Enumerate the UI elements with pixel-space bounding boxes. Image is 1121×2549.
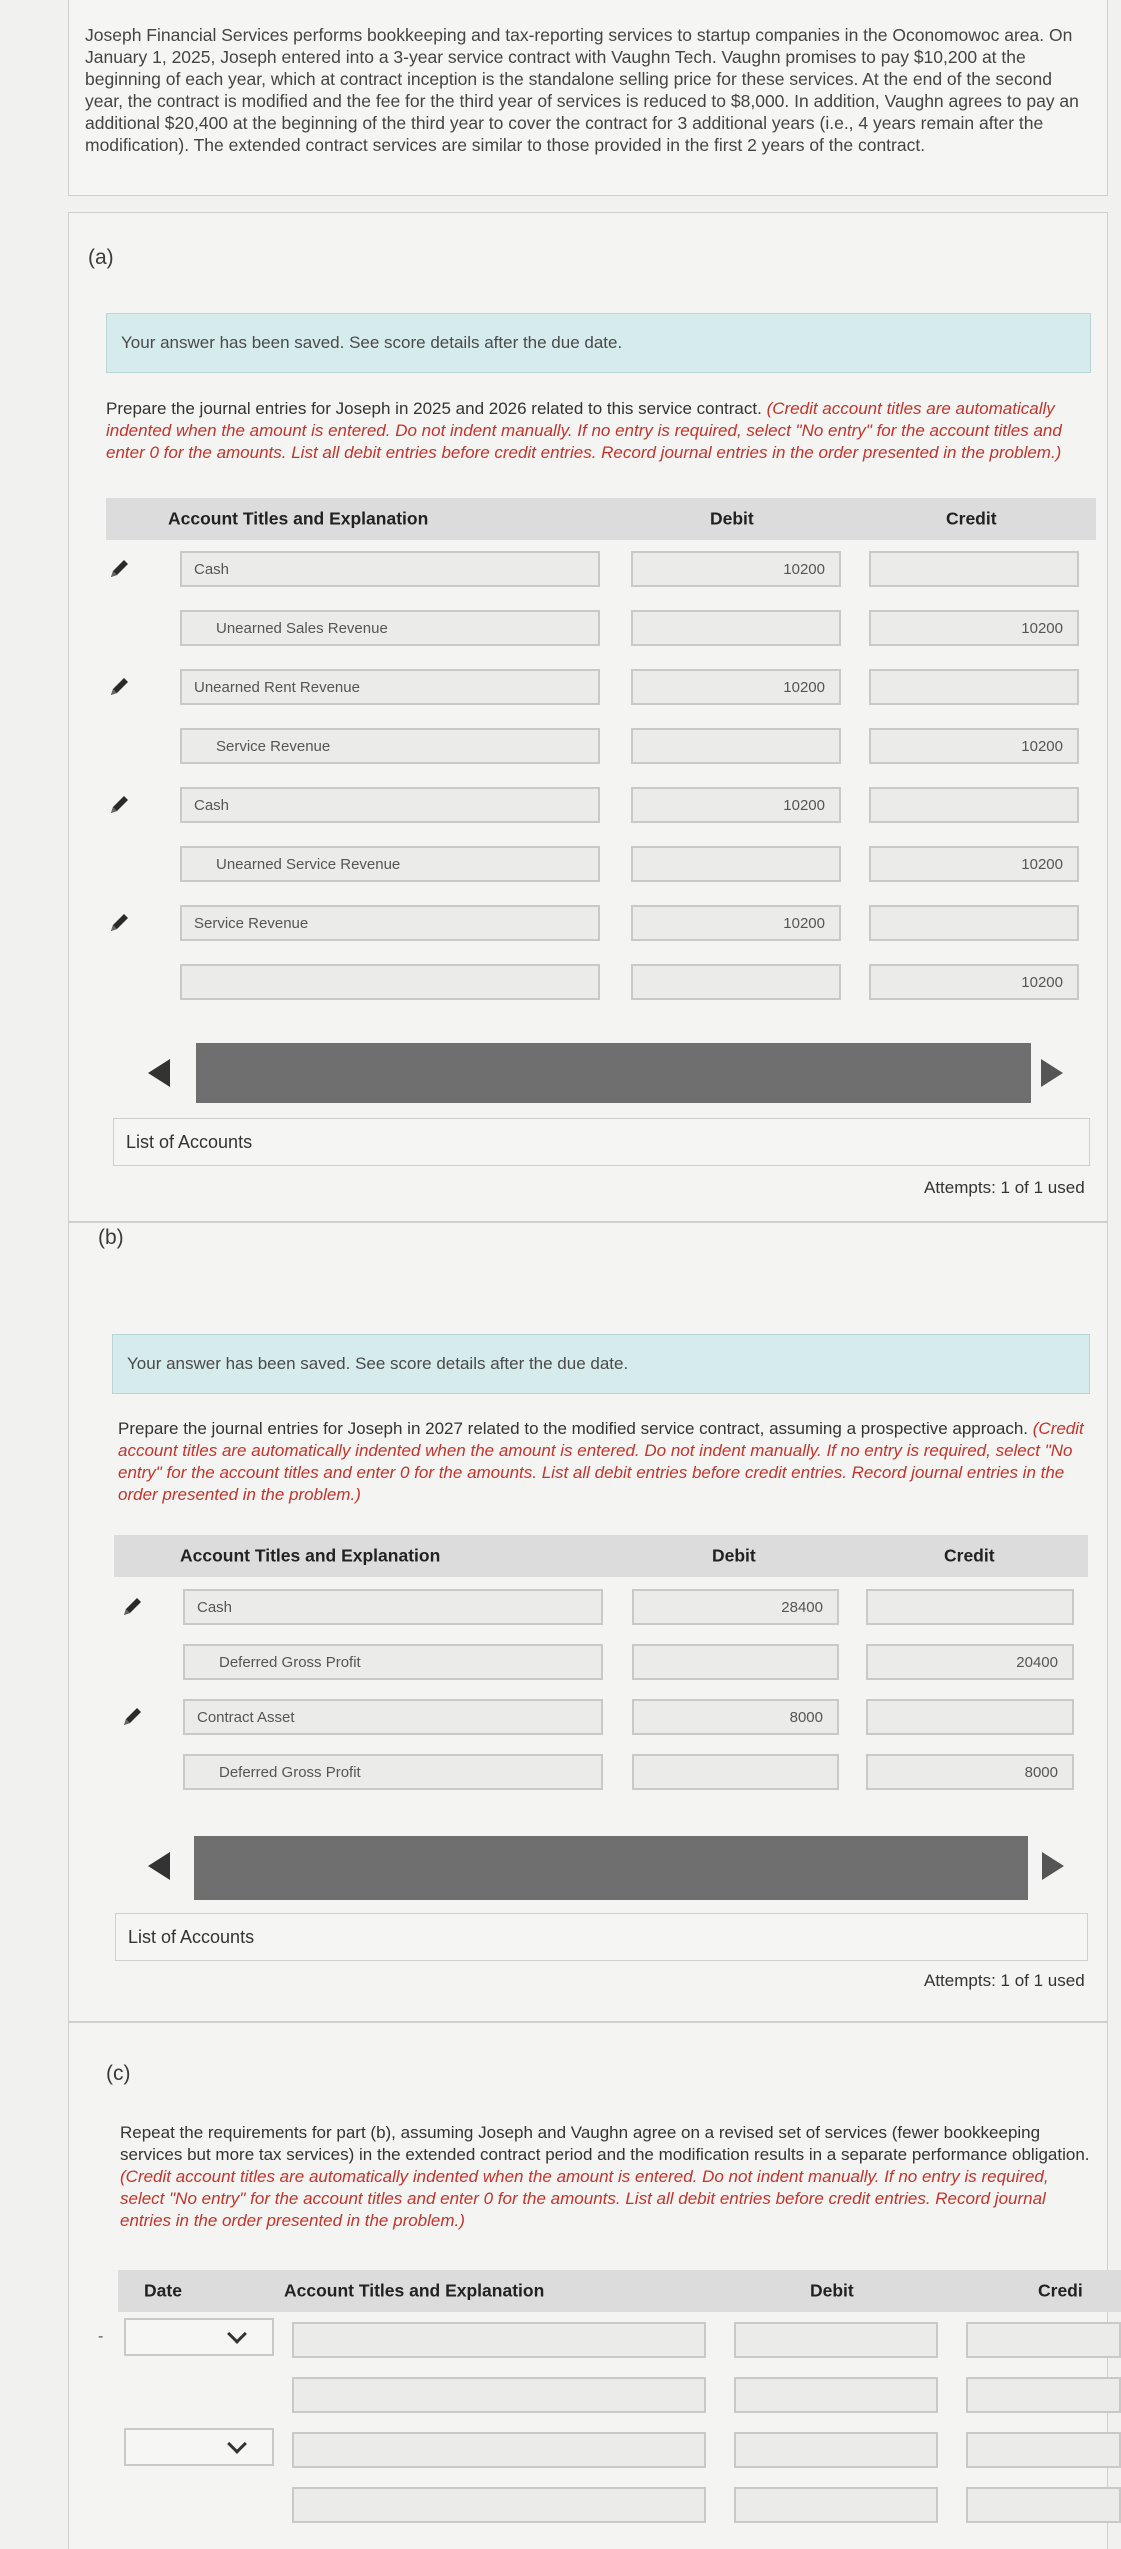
account-input[interactable] [292, 2487, 706, 2523]
saved-message-text: Your answer has been saved. See score details after the due date. [127, 1354, 629, 1373]
credit-input[interactable] [869, 669, 1079, 705]
account-value: Cash [194, 560, 230, 578]
debit-input[interactable] [734, 2322, 938, 2358]
attempts-text: Attempts: 1 of 1 used [924, 1971, 1085, 1990]
header-credit: Credi [1038, 2280, 1083, 2301]
credit-value: 8000 [1024, 1763, 1058, 1781]
account-input[interactable] [183, 1589, 603, 1625]
horizontal-scrollbar[interactable] [196, 1043, 1031, 1103]
header-debit: Debit [712, 1545, 756, 1566]
account-input[interactable] [180, 551, 600, 587]
credit-value: 10200 [1021, 855, 1063, 873]
debit-input[interactable] [631, 669, 841, 705]
debit-input[interactable] [632, 1754, 839, 1790]
debit-input[interactable] [734, 2377, 938, 2413]
instruction-note: (Credit account titles are automatically indented when the amount is entered. Do not indent manually. If no entry is required, select "No entry" for the account titles and enter 0 for the amounts. List all debit entries before credit entries. Record journal entries in the order presented in the problem.) [120, 2167, 1049, 2230]
edit-pencil-icon[interactable] [107, 557, 131, 581]
debit-input[interactable] [631, 787, 841, 823]
credit-value: 20400 [1016, 1653, 1058, 1671]
attempts-counter [924, 1178, 1085, 1198]
instruction-note: (Credit account titles are automatically indented when the amount is entered. Do not indent manually. If no entry is required, select "No entry" for the account titles and enter 0 for the amounts. List all debit entries before credit entries. Record journal entries in the order presented in the problem.) [106, 399, 1062, 462]
header-account: Account Titles and Explanation [180, 1545, 441, 1566]
account-value: Cash [197, 1598, 233, 1616]
attempts-counter [924, 1971, 1085, 1991]
account-value: Deferred Gross Profit [219, 1653, 361, 1671]
part-a-instructions [106, 398, 1096, 464]
credit-input[interactable] [869, 610, 1079, 646]
credit-input[interactable] [869, 551, 1079, 587]
credit-input[interactable] [966, 2322, 1121, 2358]
account-value: Deferred Gross Profit [219, 1763, 361, 1781]
account-input[interactable] [180, 905, 600, 941]
saved-message [106, 313, 1091, 373]
header-credit: Credit [946, 508, 997, 529]
saved-message-text: Your answer has been saved. See score details after the due date. [121, 333, 623, 352]
account-input[interactable] [292, 2377, 706, 2413]
credit-input[interactable] [966, 2432, 1121, 2468]
debit-input[interactable] [631, 846, 841, 882]
debit-input[interactable] [734, 2487, 938, 2523]
debit-value: 10200 [783, 678, 825, 696]
credit-input[interactable] [866, 1754, 1074, 1790]
edit-pencil-icon[interactable] [120, 1705, 144, 1729]
account-input[interactable] [183, 1699, 603, 1735]
date-select[interactable] [124, 2318, 274, 2356]
problem-text: Joseph Financial Services performs bookkeeping and tax-reporting services to startup companies in the Oconomowoc area. On January 1, 2025, Joseph entered into a 3-year service contract with Vaughn Tech. Vaughn promises to pay $10,200 at the beginning of each year, which at contract inception is the standalone selling price for these services. At the end of the second year, the contract is modified and the fee for the third year of services is reduced to $8,000. In addition, Vaughn agrees to pay an additional $20,400 at the beginning of the third year to cover the contract for 3 additional years (i.e., 4 years remain after the modification). The extended contract services are similar to those provided in the first 2 years of the contract. [85, 25, 1079, 155]
credit-input[interactable] [966, 2377, 1121, 2413]
scroll-right-arrow[interactable] [1041, 1059, 1063, 1087]
chevron-down-icon [227, 2324, 247, 2344]
debit-input[interactable] [632, 1589, 839, 1625]
debit-input[interactable] [631, 610, 841, 646]
debit-input[interactable] [631, 551, 841, 587]
part-c-instructions [120, 2122, 1095, 2232]
problem-statement [68, 0, 1108, 196]
account-value: Unearned Sales Revenue [216, 619, 388, 637]
credit-input[interactable] [869, 728, 1079, 764]
debit-input[interactable] [631, 728, 841, 764]
header-date: Date [144, 2280, 182, 2301]
journal-table-header [106, 498, 1096, 540]
date-select[interactable] [124, 2428, 274, 2466]
horizontal-scrollbar[interactable] [194, 1836, 1028, 1900]
journal-table-header [118, 2270, 1121, 2312]
journal-table-header [114, 1535, 1088, 1577]
account-input[interactable] [180, 610, 600, 646]
chevron-down-icon [227, 2434, 247, 2454]
instruction-note: (Credit account titles are automatically indented when the amount is entered. Do not indent manually. If no entry is required, select "No entry" for the account titles and enter 0 for the amounts. List all debit entries before credit entries. Record journal entries in the order presented in the problem.) [118, 1419, 1084, 1504]
debit-value: 10200 [783, 560, 825, 578]
credit-value: 10200 [1021, 619, 1063, 637]
debit-input[interactable] [632, 1644, 839, 1680]
header-credit: Credit [944, 1545, 995, 1566]
credit-input[interactable] [869, 964, 1079, 1000]
account-input[interactable] [180, 846, 600, 882]
debit-value: 10200 [783, 914, 825, 932]
scroll-left-arrow[interactable] [148, 1059, 170, 1087]
account-input[interactable] [183, 1644, 603, 1680]
account-input[interactable] [292, 2432, 706, 2468]
credit-input[interactable] [866, 1699, 1074, 1735]
header-debit: Debit [710, 508, 754, 529]
part-c-label: (c) [106, 2062, 131, 2085]
credit-input[interactable] [869, 846, 1079, 882]
instruction-text: Repeat the requirements for part (b), assuming Joseph and Vaughn agree on a revised set of services (fewer bookkeeping services but more tax services) in the extended contract period and the modification results in a separate performance obligation. [120, 2123, 1090, 2164]
account-input[interactable] [180, 669, 600, 705]
part-a-label: (a) [88, 246, 114, 269]
edit-pencil-icon[interactable] [120, 1595, 144, 1619]
list-of-accounts-link[interactable] [113, 1118, 1090, 1166]
edit-pencil-icon[interactable] [107, 675, 131, 699]
account-value: Contract Asset [197, 1708, 295, 1726]
credit-value: 10200 [1021, 737, 1063, 755]
account-value: Cash [194, 796, 230, 814]
debit-input[interactable] [632, 1699, 839, 1735]
scroll-right-arrow[interactable] [1042, 1852, 1064, 1880]
saved-message [112, 1334, 1090, 1394]
credit-input[interactable] [866, 1589, 1074, 1625]
account-input[interactable] [183, 1754, 603, 1790]
account-value: Service Revenue [194, 914, 309, 932]
credit-input[interactable] [869, 905, 1079, 941]
credit-input[interactable] [869, 787, 1079, 823]
header-debit: Debit [810, 2280, 854, 2301]
account-input[interactable] [180, 964, 600, 1000]
part-b-label: (b) [98, 1226, 124, 1249]
account-value: Service Revenue [216, 737, 331, 755]
instruction-text: Prepare the journal entries for Joseph in 2027 related to the modified service contract, assuming a prospective approach. [118, 1419, 1029, 1438]
debit-value: 8000 [789, 1708, 823, 1726]
edit-pencil-icon[interactable] [107, 911, 131, 935]
account-value: Unearned Rent Revenue [194, 678, 360, 696]
list-of-accounts-link[interactable] [115, 1913, 1088, 1961]
account-input[interactable] [292, 2322, 706, 2358]
row-marker: - [98, 2328, 104, 2345]
debit-input[interactable] [631, 964, 841, 1000]
header-account: Account Titles and Explanation [168, 508, 429, 529]
account-value: Unearned Service Revenue [216, 855, 401, 873]
debit-value: 10200 [783, 796, 825, 814]
scroll-left-arrow[interactable] [148, 1852, 170, 1880]
edit-pencil-icon[interactable] [107, 793, 131, 817]
credit-value: 10200 [1021, 973, 1063, 991]
account-input[interactable] [180, 728, 600, 764]
header-account: Account Titles and Explanation [284, 2280, 545, 2301]
instruction-text: Prepare the journal entries for Joseph in 2025 and 2026 related to this service contract. [106, 399, 762, 418]
list-of-accounts-label: List of Accounts [126, 1131, 253, 1152]
credit-input[interactable] [866, 1644, 1074, 1680]
attempts-text: Attempts: 1 of 1 used [924, 1178, 1085, 1197]
debit-input[interactable] [631, 905, 841, 941]
account-input[interactable] [180, 787, 600, 823]
debit-value: 28400 [781, 1598, 823, 1616]
debit-input[interactable] [734, 2432, 938, 2468]
part-b-instructions [118, 1418, 1093, 1506]
credit-input[interactable] [966, 2487, 1121, 2523]
list-of-accounts-label: List of Accounts [128, 1926, 255, 1947]
